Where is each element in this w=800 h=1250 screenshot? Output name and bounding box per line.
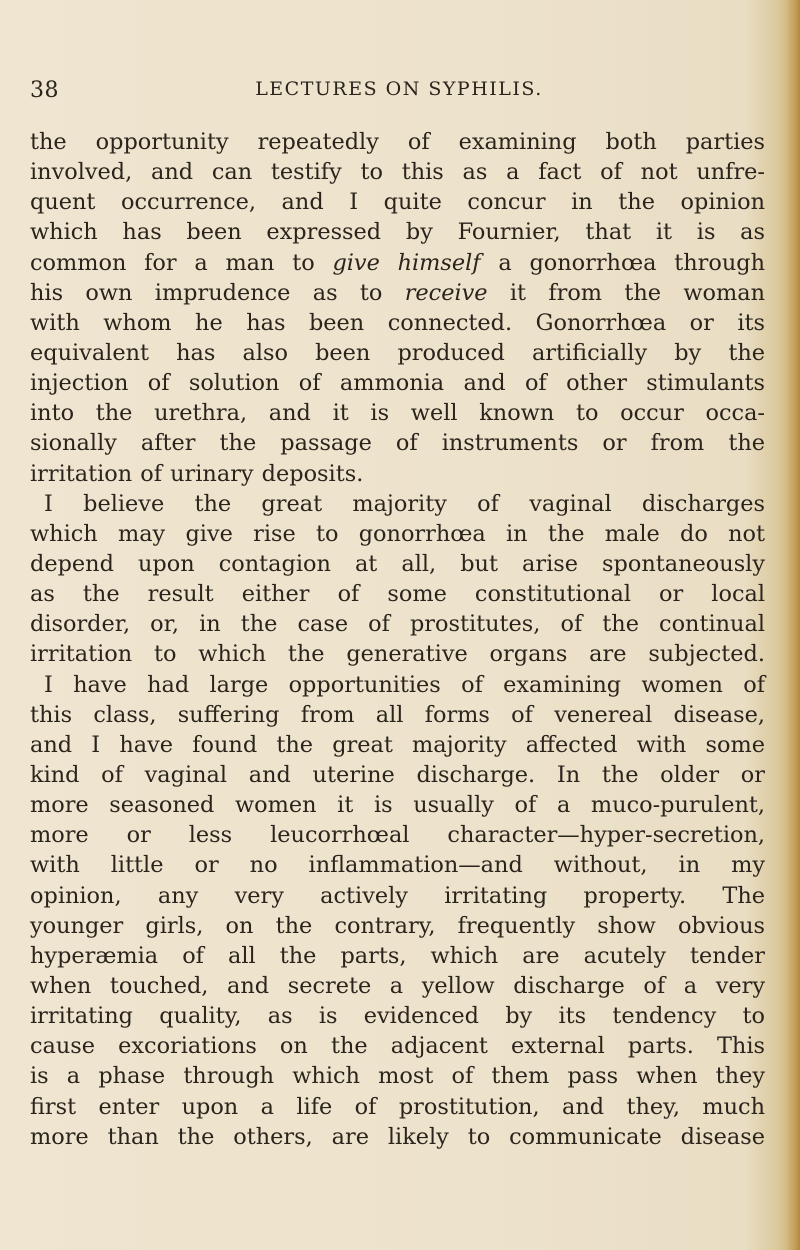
text-line: is a phase through which most of them pass when they: [30, 1063, 765, 1090]
italic-phrase: give himself: [332, 249, 481, 276]
text-line: irritating quality, as is evidenced by its tendency to: [30, 1003, 765, 1030]
text-line: more or less leucorrhœal character—hyper-secretion,: [30, 822, 765, 849]
text-segment: a gonorrhœa through: [480, 249, 765, 276]
text-line: into the urethra, and it is well known to occur occa-: [30, 400, 765, 427]
text-line: irritation to which the generative organs are subjected.: [30, 641, 765, 668]
page-header: [30, 78, 768, 112]
text-line: involved, and can testify to this as a fact of not unfre-: [30, 159, 765, 186]
text-line: opinion, any very actively irritating property. The: [30, 882, 765, 909]
text-line: and I have found the great majority affected with some: [30, 731, 765, 758]
text-line: injection of solution of ammonia and of other stimulants: [30, 370, 765, 397]
text-line: kind of vaginal and uterine discharge. In the older or: [30, 761, 765, 788]
text-segment: common for a man to: [30, 249, 333, 276]
text-line: irritation of urinary deposits.: [30, 460, 364, 487]
text-line: sionally after the passage of instruments or from the: [30, 430, 765, 457]
text-line: more seasoned women it is usually of a muco-purulent,: [30, 792, 765, 819]
text-line: quent occurrence, and I quite concur in the opinion: [30, 189, 765, 216]
text-line: I believe the great majority of vaginal discharges: [44, 490, 765, 517]
text-line: younger girls, on the contrary, frequently show obvious: [30, 912, 765, 939]
text-line: more than the others, are likely to communicate disease: [30, 1123, 765, 1150]
text-line: this class, suffering from all forms of venereal disease,: [30, 701, 765, 728]
page-edge-shadow: [786, 0, 800, 1250]
running-title: LECTURES ON SYPHILIS.: [255, 78, 543, 100]
text-line: as the result either of some constitutional or local: [30, 581, 765, 608]
text-segment: it from the woman: [487, 279, 765, 306]
page-number: 38: [30, 78, 59, 103]
text-line: with little or no inflammation—and without, in my: [30, 852, 765, 879]
text-segment: his own imprudence as to: [30, 279, 405, 306]
text-line: [30, 248, 765, 278]
text-line: disorder, or, in the case of prostitutes, of the continual: [30, 611, 765, 638]
text-line: [30, 278, 765, 308]
text-line: depend upon contagion at all, but arise spontaneously: [30, 550, 765, 577]
text-line: which has been expressed by Fournier, that it is as: [30, 219, 765, 246]
text-line: cause excoriations on the adjacent external parts. This: [30, 1033, 765, 1060]
text-line: with whom he has been connected. Gonorrhœa or its: [30, 309, 765, 336]
text-line: equivalent has also been produced artificially by the: [30, 339, 765, 366]
text-line: hyperæmia of all the parts, which are acutely tender: [30, 942, 765, 969]
text-line: the opportunity repeatedly of examining both parties: [30, 129, 765, 155]
text-line: first enter upon a life of prostitution, and they, much: [30, 1093, 765, 1120]
text-line: when touched, and secrete a yellow discharge of a very: [30, 972, 765, 999]
text-line: I have had large opportunities of examining women of: [44, 671, 765, 698]
italic-phrase: receive: [404, 279, 488, 306]
body-text: [30, 127, 765, 1152]
text-line: which may give rise to gonorrhœa in the male do not: [30, 520, 765, 547]
